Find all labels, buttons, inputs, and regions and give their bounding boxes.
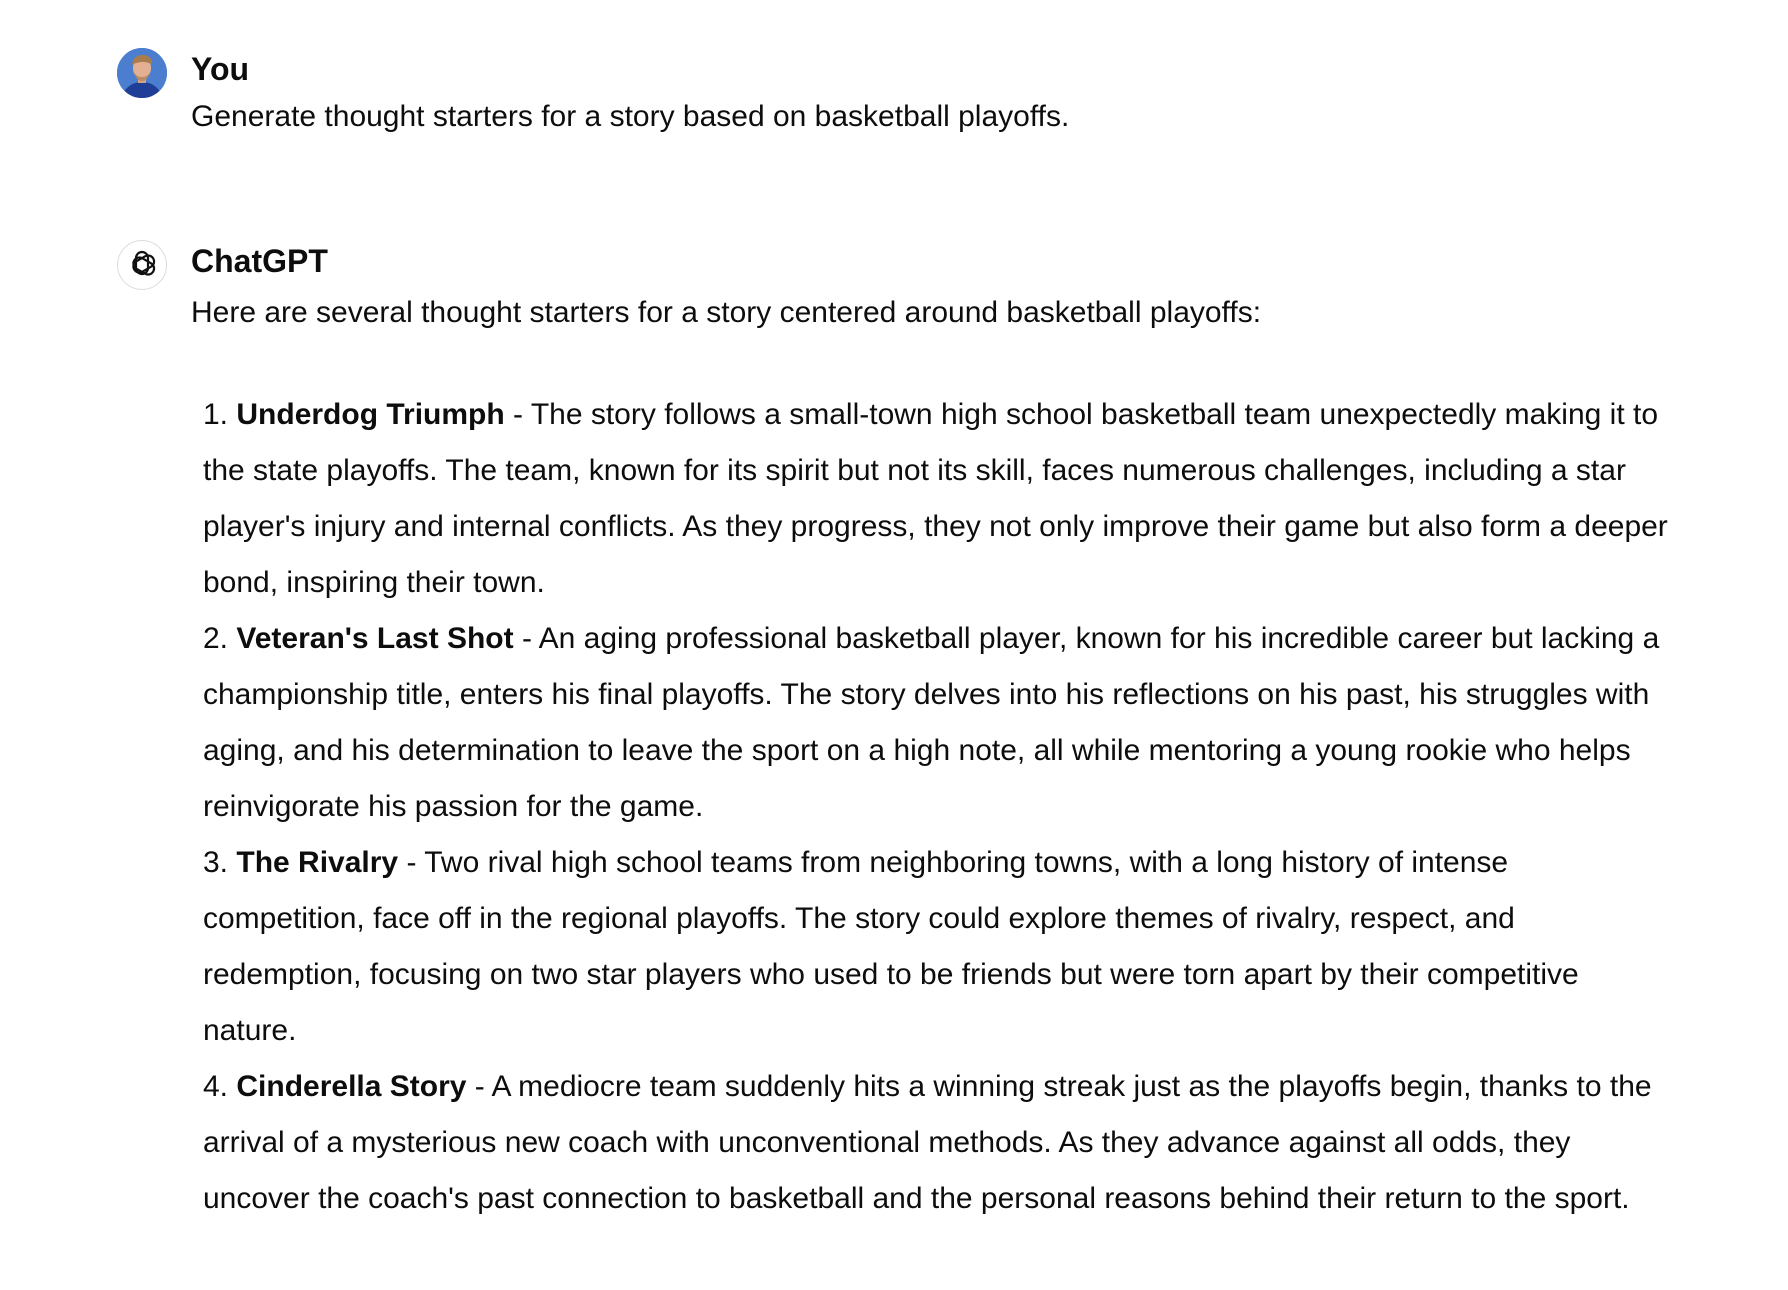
user-avatar: [117, 48, 167, 98]
starter-number: 2.: [203, 622, 229, 655]
starter-number: 3.: [203, 846, 229, 879]
starter-description: - An aging professional basketball player, known for his incredible career but lacking a championship title, enters his final playoffs. The story delves into his reflections on his past, his struggles with aging, and his determination to leave the sport on a high note, all while mentoring a young rookie who helps reinvigorate his passion for the game.: [203, 622, 1660, 823]
starter-number: 4.: [203, 1070, 229, 1103]
assistant-intro-text: Here are several thought starters for a story centered around basketball playoffs:: [191, 296, 1262, 329]
user-message-text: Generate thought starters for a story based on basketball playoffs.: [191, 100, 1070, 133]
assistant-avatar: [117, 240, 167, 290]
user-avatar-icon: [117, 48, 167, 98]
starter-description: - A mediocre team suddenly hits a winning streak just as the playoffs begin, thanks to the arrival of a mysterious new coach with unconventional methods. As they advance against all odds, they uncover the coach's past connection to basketball and the personal reasons behind their return to the sport.: [203, 1070, 1652, 1215]
assistant-author-name: ChatGPT: [191, 243, 328, 279]
thought-starter-item: [203, 611, 1677, 835]
starter-number: 1.: [203, 398, 229, 431]
thought-starter-item: [203, 387, 1677, 611]
starter-title: Cinderella Story: [236, 1070, 467, 1103]
thought-starters-list: [203, 387, 1677, 1227]
starter-title: The Rivalry: [236, 846, 399, 879]
user-author-name: You: [191, 51, 250, 87]
starter-title: Underdog Triumph: [236, 398, 505, 431]
starter-description: - The story follows a small-town high school basketball team unexpectedly making it to the state playoffs. The team, known for its spirit but not its skill, faces numerous challenges, including a star player's injury and internal conflicts. As they progress, they not only improve their game but also form a deeper bond, inspiring their town.: [203, 398, 1668, 599]
thought-starter-item: [203, 835, 1677, 1059]
thought-starter-item: [203, 1059, 1677, 1227]
starter-title: Veteran's Last Shot: [236, 622, 514, 655]
starter-description: - Two rival high school teams from neighboring towns, with a long history of intense competition, face off in the regional playoffs. The story could explore themes of rivalry, respect, and redemption, focusing on two star players who used to be friends but were torn apart by their competitive nature.: [203, 846, 1579, 1047]
openai-logo-icon: [118, 241, 166, 289]
